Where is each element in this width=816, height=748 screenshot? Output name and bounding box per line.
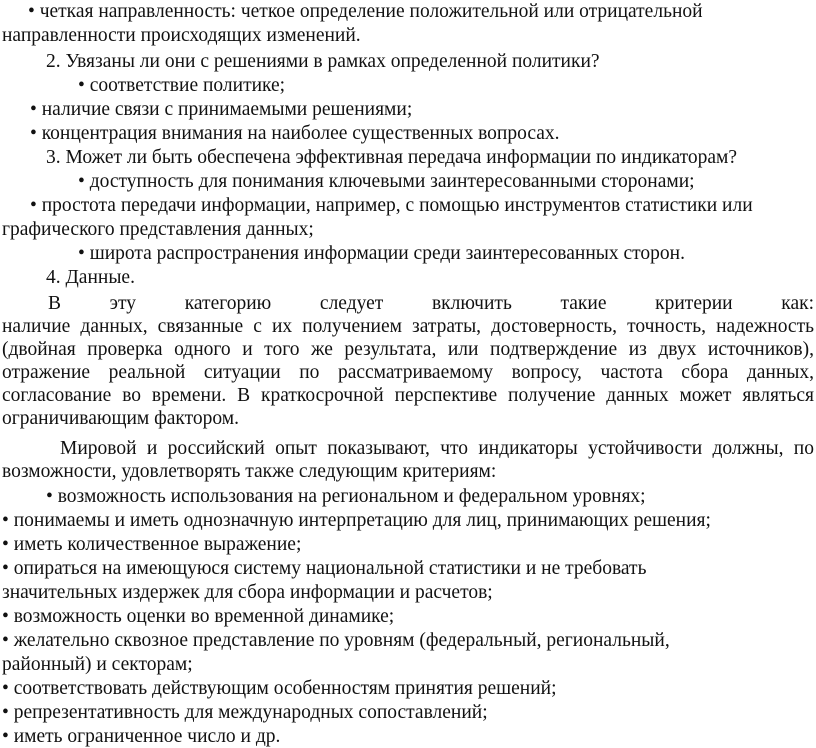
bullet-limited-number: • иметь ограниченное число и др. — [2, 726, 281, 747]
bullet-levels: • возможность использования на региональном и федеральном уровнях; — [46, 486, 646, 507]
bullet-simplicity: • простота передачи информации, например, с помощью инструментов статистики или — [30, 195, 753, 216]
bullet-cross-level: • желательно сквозное представление по уровням (федеральный, региональный, — [2, 630, 670, 651]
bullet-representativeness: • репрезентативность для международных сопоставлений; — [2, 702, 488, 723]
paragraph-row: возможности, удовлетворять также следующим критериям: — [2, 461, 497, 482]
paragraph-row: Мировой и российский опыт показывают, что индикаторы устойчивости должны, по — [60, 438, 814, 459]
bullet-interpretation: • понимаемы и иметь однозначную интерпретацию для лиц, принимающих решения; — [2, 510, 711, 531]
bullet-decision-link: • наличие связи с принимаемыми решениями; — [30, 99, 413, 120]
text-line-cross-level-cont: районный) и секторам; — [2, 654, 193, 675]
bullet-policy-compliance: • соответствие политике; — [78, 75, 286, 96]
paragraph-row: отражение реальной ситуации по рассматриваемому вопросу, частота сбора данных, — [2, 362, 814, 383]
bullet-accessibility: • доступность для понимания ключевыми заинтересованными сторонами; — [78, 171, 695, 192]
bullet-statistics: • опираться на имеющуюся систему национальной статистики и не требовать — [2, 558, 647, 579]
question-2-heading: 2. Увязаны ли они с решениями в рамках определенной политики? — [46, 51, 600, 72]
bullet-decision-features: • соответствовать действующим особенностям принятия решений; — [2, 678, 557, 699]
paragraph-row: наличие данных, связанные с их получением затраты, достоверность, точность, надежность — [2, 316, 814, 337]
paragraph-row: согласование во времени. В краткосрочной перспективе получение данных может являться — [2, 385, 814, 406]
text-line-simplicity-cont: графического представления данных; — [2, 219, 314, 240]
paragraph-experience — [2, 437, 814, 483]
bullet-dynamics: • возможность оценки во временной динамике; — [2, 606, 395, 627]
paragraph-row: В эту категорию следует включить такие критерии как: — [48, 293, 814, 314]
bullet-focus-issues: • концентрация внимания на наиболее существенных вопросах. — [30, 123, 560, 144]
section-4-heading: 4. Данные. — [46, 267, 135, 288]
text-line-statistics-cont: значительных издержек для сбора информации и расчетов; — [2, 582, 493, 603]
question-3-heading: 3. Может ли быть обеспечена эффективная передача информации по индикаторам? — [46, 147, 738, 168]
paragraph-row: ограничивающим фактором. — [2, 408, 239, 429]
paragraph-data-criteria — [2, 292, 814, 430]
bullet-distribution: • широта распространения информации среди заинтересованных сторон. — [78, 243, 685, 264]
bullet-line-direction: • четкая направленность: четкое определение положительной или отрицательной — [28, 1, 703, 22]
paragraph-row: (двойная проверка одного и того же результата, или подтверждение из двух источников), — [2, 339, 814, 360]
bullet-quantitative: • иметь количественное выражение; — [2, 534, 302, 555]
text-line-direction-cont: направленности происходящих изменений. — [2, 25, 361, 46]
